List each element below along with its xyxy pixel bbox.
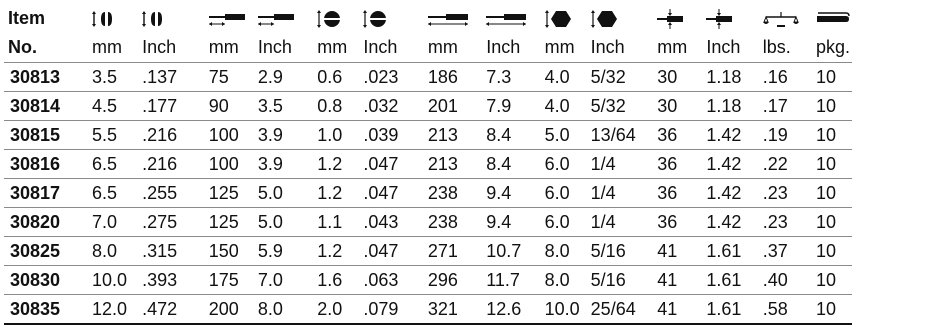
table-cell: 4.0 [541,63,587,92]
unit-label: Inch [587,33,654,63]
table-cell: 10 [812,208,852,237]
table-cell: 0.6 [313,63,359,92]
table-cell: 7.3 [482,63,540,92]
table-cell: 6.5 [88,150,138,179]
table-row [4,266,852,295]
table-cell: 10 [812,237,852,266]
table-cell: .275 [138,208,205,237]
table-cell: .23 [759,179,812,208]
item-number: 30815 [4,121,88,150]
table-cell: 90 [205,92,254,121]
blade-thickness-icon [313,4,359,33]
table-cell: 5/16 [587,266,654,295]
table-cell: .043 [359,208,424,237]
table-cell: 238 [424,208,482,237]
unit-label: mm [541,33,587,63]
table-cell: 1.42 [702,208,758,237]
table-cell: 1.1 [313,208,359,237]
table-cell: 1.2 [313,237,359,266]
table-cell: 6.0 [541,150,587,179]
table-cell: 8.4 [482,150,540,179]
table-cell: 7.0 [254,266,313,295]
table-row [4,208,852,237]
table-row [4,295,852,325]
table-cell: 100 [205,150,254,179]
unit-label: Inch [254,33,313,63]
hex-size-icon [587,4,654,33]
table-cell: .047 [359,150,424,179]
table-cell: 10 [812,121,852,150]
table-cell: 4.0 [541,92,587,121]
table-cell: 10 [812,295,852,325]
table-cell: .58 [759,295,812,325]
table-cell: .047 [359,237,424,266]
table-cell: 75 [205,63,254,92]
table-row [4,150,852,179]
header-icon-row [4,4,852,33]
table-cell: 7.9 [482,92,540,121]
tip-diameter-icon [138,4,205,33]
table-cell: .032 [359,92,424,121]
blade-length-icon [205,4,254,33]
table-cell: .315 [138,237,205,266]
table-cell: 30 [653,63,702,92]
item-number: 30825 [4,237,88,266]
table-cell: 10 [812,266,852,295]
table-cell: 1.42 [702,150,758,179]
package-icon [812,4,852,33]
table-cell: 3.9 [254,150,313,179]
table-cell: 271 [424,237,482,266]
table-cell: 3.9 [254,121,313,150]
table-cell: 296 [424,266,482,295]
table-cell: 100 [205,121,254,150]
table-row [4,63,852,92]
table-cell: 25/64 [587,295,654,325]
table-cell: 5.0 [254,208,313,237]
table-cell: 125 [205,208,254,237]
table-cell: 1.2 [313,150,359,179]
tip-diameter-icon [88,4,138,33]
table-cell: .216 [138,121,205,150]
table-cell: 10 [812,63,852,92]
item-number: 30835 [4,295,88,325]
item-number: 30814 [4,92,88,121]
table-cell: 6.5 [88,179,138,208]
table-cell: 10 [812,150,852,179]
table-cell: 8.0 [88,237,138,266]
item-number: 30816 [4,150,88,179]
unit-label: Inch [138,33,205,63]
table-cell: 1.6 [313,266,359,295]
unit-label: Inch [482,33,540,63]
spec-table-body [4,63,852,325]
table-cell: 5.9 [254,237,313,266]
table-cell: 5.0 [254,179,313,208]
no-header: No. [4,33,88,63]
table-cell: 7.0 [88,208,138,237]
table-cell: 1/4 [587,179,654,208]
table-cell: 5.5 [88,121,138,150]
table-cell: 2.0 [313,295,359,325]
table-cell: .16 [759,63,812,92]
unit-label: mm [313,33,359,63]
table-cell: .177 [138,92,205,121]
table-cell: 1.2 [313,179,359,208]
table-cell: 41 [653,237,702,266]
table-cell: 8.0 [541,237,587,266]
table-cell: .40 [759,266,812,295]
table-cell: 201 [424,92,482,121]
table-cell: 3.5 [88,63,138,92]
table-cell: 125 [205,179,254,208]
unit-label: lbs. [759,33,812,63]
table-cell: 9.4 [482,208,540,237]
table-cell: .255 [138,179,205,208]
table-cell: 1/4 [587,208,654,237]
table-cell: 321 [424,295,482,325]
table-cell: 2.9 [254,63,313,92]
table-cell: 41 [653,295,702,325]
unit-label: mm [653,33,702,63]
table-cell: 10.0 [88,266,138,295]
table-cell: 8.4 [482,121,540,150]
unit-label: Inch [702,33,758,63]
item-number: 30813 [4,63,88,92]
table-cell: .393 [138,266,205,295]
table-cell: 12.0 [88,295,138,325]
header-unit-row [4,33,852,63]
weight-scale-icon [759,4,812,33]
table-cell: .37 [759,237,812,266]
table-cell: .22 [759,150,812,179]
table-cell: 12.6 [482,295,540,325]
table-cell: 5.0 [541,121,587,150]
table-row [4,237,852,266]
table-cell: 1.61 [702,266,758,295]
table-cell: 0.8 [313,92,359,121]
table-cell: .23 [759,208,812,237]
table-cell: 36 [653,150,702,179]
unit-label: Inch [359,33,424,63]
table-cell: .023 [359,63,424,92]
item-header: Item [8,8,46,28]
table-row [4,121,852,150]
table-cell: 10 [812,92,852,121]
table-cell: .047 [359,179,424,208]
table-cell: .472 [138,295,205,325]
table-cell: .137 [138,63,205,92]
table-cell: 36 [653,121,702,150]
item-number: 30830 [4,266,88,295]
table-cell: 1.61 [702,295,758,325]
table-cell: 6.0 [541,208,587,237]
handle-diameter-icon [653,4,702,33]
table-cell: 9.4 [482,179,540,208]
blade-thickness-icon [359,4,424,33]
table-cell: 36 [653,179,702,208]
table-cell: 175 [205,266,254,295]
spec-table [4,4,852,325]
table-cell: 5/32 [587,63,654,92]
table-cell: 10.7 [482,237,540,266]
blade-length-icon [254,4,313,33]
table-cell: .063 [359,266,424,295]
item-number: 30820 [4,208,88,237]
table-cell: 10.0 [541,295,587,325]
table-cell: .19 [759,121,812,150]
table-cell: 4.5 [88,92,138,121]
table-cell: 8.0 [541,266,587,295]
overall-length-icon [482,4,540,33]
table-row [4,179,852,208]
table-cell: 1.42 [702,121,758,150]
table-cell: 30 [653,92,702,121]
item-number: 30817 [4,179,88,208]
table-cell: 1.18 [702,92,758,121]
table-cell: 1.42 [702,179,758,208]
table-cell: 200 [205,295,254,325]
table-cell: 150 [205,237,254,266]
table-cell: 11.7 [482,266,540,295]
table-cell: 1.18 [702,63,758,92]
table-cell: .216 [138,150,205,179]
table-cell: 186 [424,63,482,92]
table-cell: 238 [424,179,482,208]
table-cell: 5/32 [587,92,654,121]
table-cell: 5/16 [587,237,654,266]
table-cell: 3.5 [254,92,313,121]
table-cell: 6.0 [541,179,587,208]
unit-label: mm [424,33,482,63]
unit-label: mm [205,33,254,63]
table-cell: 10 [812,179,852,208]
table-cell: .079 [359,295,424,325]
table-cell: 41 [653,266,702,295]
handle-diameter-icon [702,4,758,33]
overall-length-icon [424,4,482,33]
unit-label: pkg. [812,33,852,63]
hex-size-icon [541,4,587,33]
table-cell: 213 [424,150,482,179]
table-cell: 8.0 [254,295,313,325]
table-cell: 213 [424,121,482,150]
table-cell: .17 [759,92,812,121]
table-cell: 13/64 [587,121,654,150]
table-cell: 1.61 [702,237,758,266]
table-cell: .039 [359,121,424,150]
table-cell: 36 [653,208,702,237]
table-row [4,92,852,121]
table-cell: 1.0 [313,121,359,150]
unit-label: mm [88,33,138,63]
table-cell: 1/4 [587,150,654,179]
